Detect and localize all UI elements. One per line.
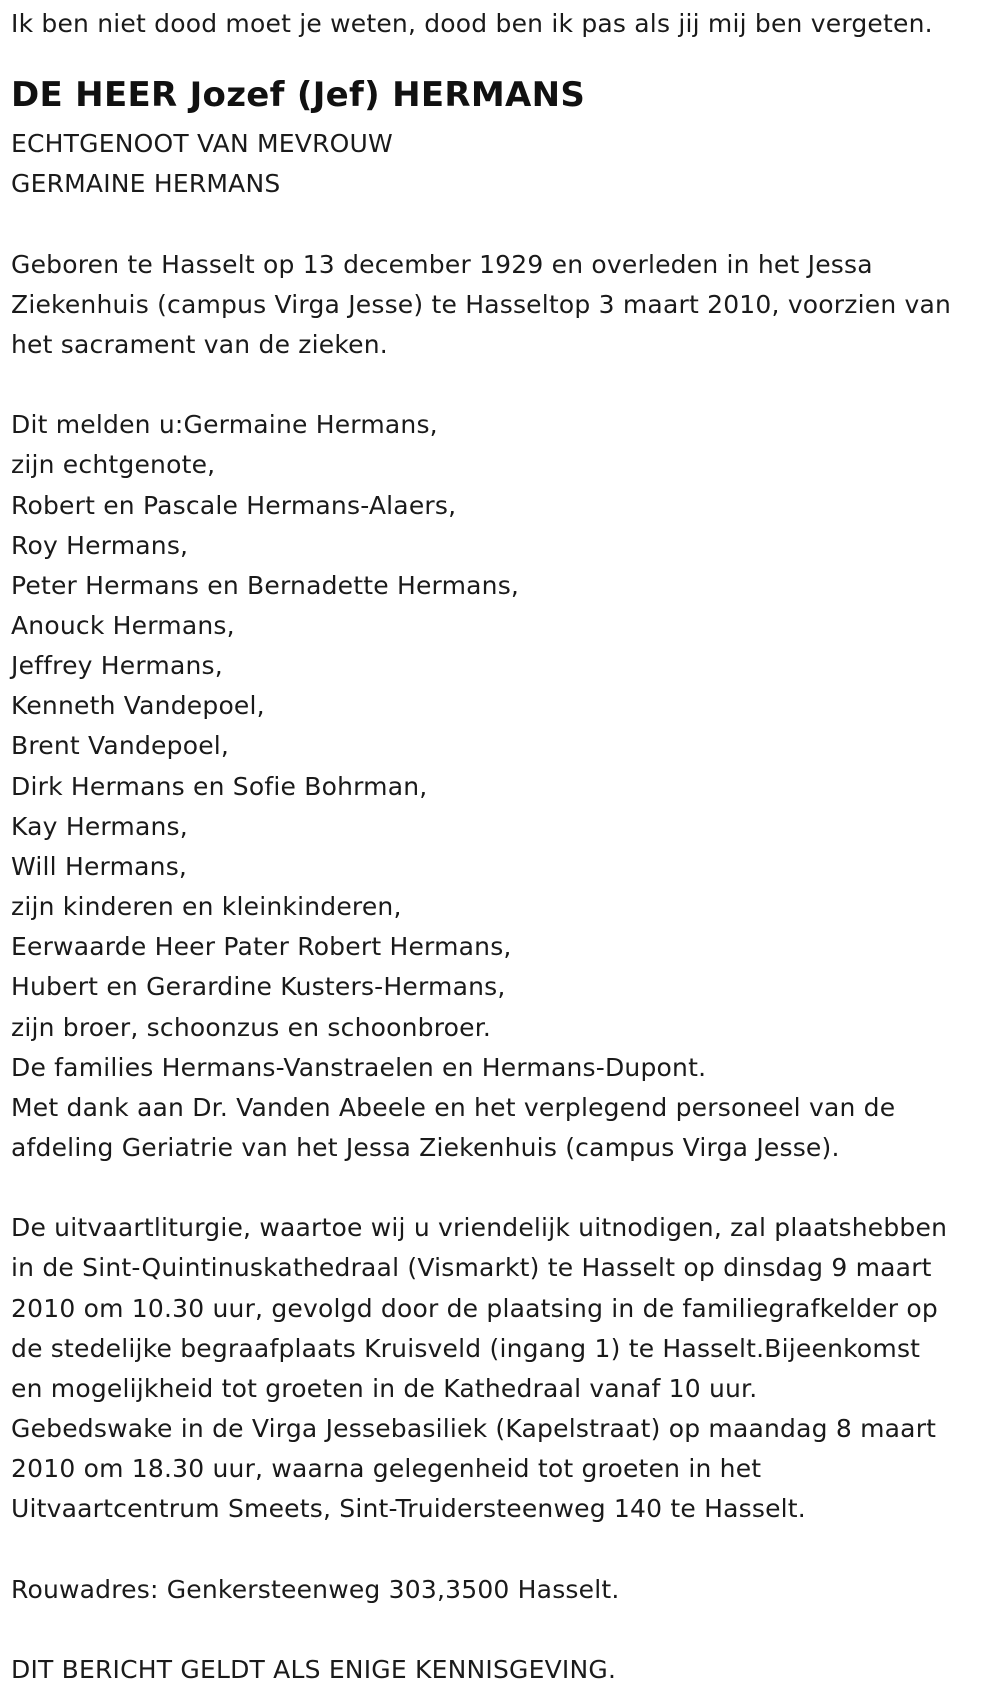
motto: Ik ben niet dood moet je weten, dood ben ik pas als jij mij ben vergeten. (11, 9, 933, 38)
family-line: De families Hermans-Vanstraelen en Hermans-Dupont. (11, 1052, 707, 1082)
family-line: Kay Hermans, (11, 811, 188, 841)
family-line: Brent Vandepoel, (11, 731, 230, 761)
birth-death-paragraph (11, 245, 996, 365)
family-line: Dit melden u:Germaine Hermans, (11, 410, 438, 440)
family-line: Dirk Hermans en Sofie Bohrman, (11, 771, 428, 801)
family-line: zijn broer, schoonzus en schoonbroer. (11, 1012, 492, 1042)
paragraph-line: Uitvaartcentrum Smeets, Sint-Truidersteenweg 140 te Hasselt. (11, 1494, 806, 1524)
paragraph-line: het sacrament van de zieken. (11, 329, 388, 359)
paragraph-line: Geboren te Hasselt op 13 december 1929 en overleden in het Jessa (11, 249, 873, 279)
family-line: afdeling Geriatrie van het Jessa Ziekenhuis (campus Virga Jesse). (11, 1133, 840, 1163)
family-line: Hubert en Gerardine Kusters-Hermans, (11, 972, 506, 1002)
spacer (11, 204, 996, 244)
family-line: Eerwaarde Heer Pater Robert Hermans, (11, 932, 512, 962)
spacer (11, 1530, 996, 1570)
paragraph-line: 2010 om 10.30 uur, gevolgd door de plaatsing in de familiegrafkelder op (11, 1293, 938, 1323)
spacer (11, 1168, 996, 1208)
family-line: zijn echtgenote, (11, 450, 216, 480)
mourning-address: Rouwadres: Genkersteenweg 303,3500 Hasselt. (11, 1574, 620, 1604)
family-line: Peter Hermans en Bernadette Hermans, (11, 570, 520, 600)
paragraph-line: Gebedswake in de Virga Jessebasiliek (Kapelstraat) op maandag 8 maart (11, 1414, 937, 1444)
obituary-notice (11, 4, 996, 1690)
paragraph-line: 2010 om 18.30 uur, waarna gelegenheid tot groeten in het (11, 1454, 762, 1484)
family-line: Jeffrey Hermans, (11, 651, 223, 681)
notice-statement: DIT BERICHT GELDT ALS ENIGE KENNISGEVING. (11, 1655, 617, 1685)
family-line: Robert en Pascale Hermans-Alaers, (11, 490, 457, 520)
spouse-line: GERMAINE HERMANS (11, 169, 281, 199)
family-line: Kenneth Vandepoel, (11, 691, 265, 721)
spouse-line: ECHTGENOOT VAN MEVROUW (11, 129, 393, 159)
paragraph-line: Ziekenhuis (campus Virga Jesse) te Hasseltop 3 maart 2010, voorzien van (11, 289, 952, 319)
spouse-block (11, 124, 996, 204)
family-line: Roy Hermans, (11, 530, 189, 560)
deceased-name: DE HEER Jozef (Jef) HERMANS (11, 75, 586, 116)
family-line: zijn kinderen en kleinkinderen, (11, 892, 402, 922)
funeral-paragraph (11, 1208, 996, 1529)
paragraph-line: De uitvaartliturgie, waartoe wij u vriendelijk uitnodigen, zal plaatshebben (11, 1213, 948, 1243)
family-list (11, 405, 996, 1168)
family-line: Met dank aan Dr. Vanden Abeele en het verplegend personeel van de (11, 1092, 896, 1122)
paragraph-line: de stedelijke begraafplaats Kruisveld (ingang 1) te Hasselt.Bijeenkomst (11, 1333, 921, 1363)
family-line: Anouck Hermans, (11, 611, 235, 640)
family-line: Will Hermans, (11, 851, 188, 881)
spacer (11, 365, 996, 405)
paragraph-line: in de Sint-Quintinuskathedraal (Vismarkt) te Hasselt op dinsdag 9 maart (11, 1253, 932, 1283)
paragraph-line: en mogelijkheid tot groeten in de Kathedraal vanaf 10 uur. (11, 1373, 758, 1403)
spacer (11, 1610, 996, 1650)
